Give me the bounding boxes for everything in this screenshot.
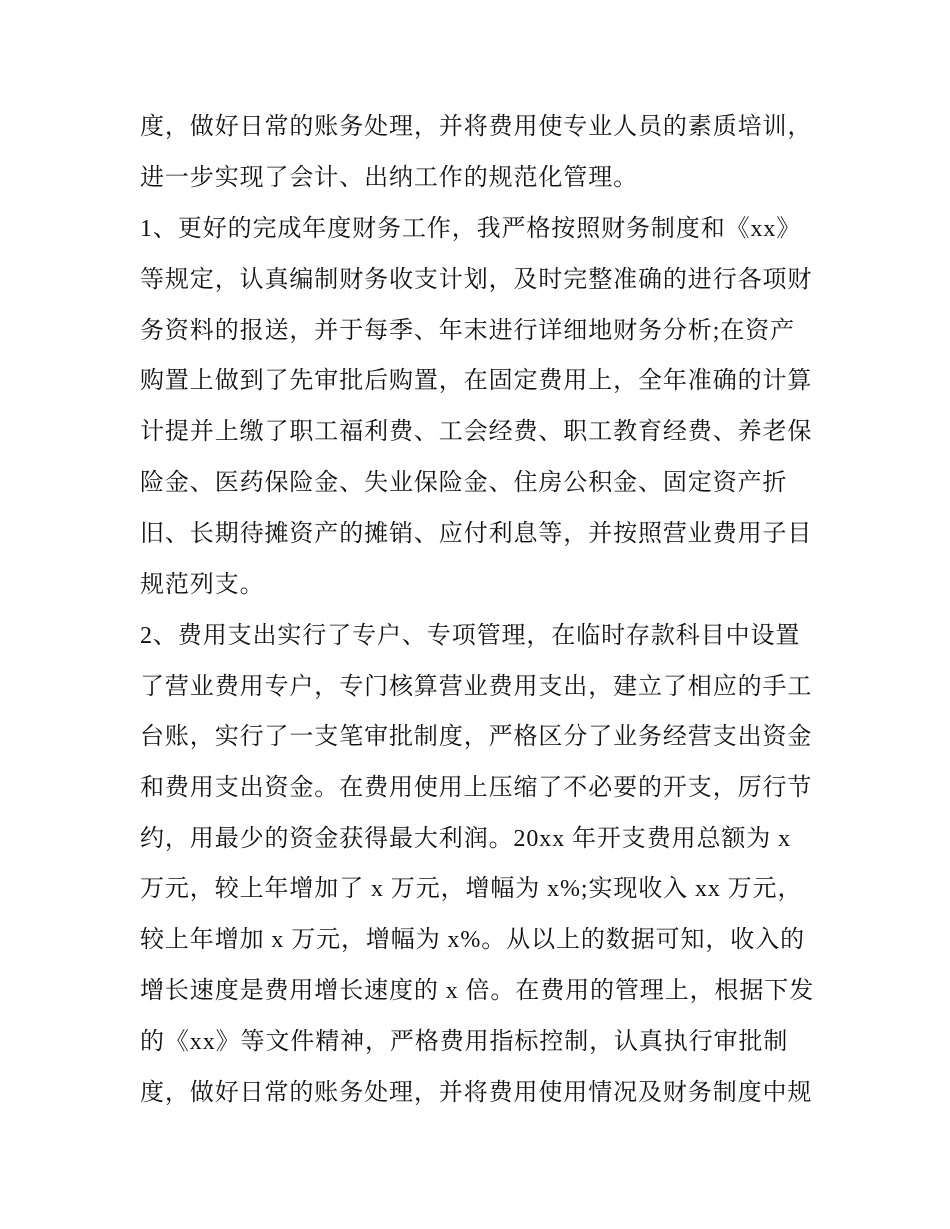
- paragraph-2-start: 2、费用支出实行了专户、专项管理，在临时存款科目中设置: [140, 623, 801, 649]
- paragraph-1-start: 1、更好的完成年度财务工作，我严格按照财务制度和《xx》: [140, 216, 802, 242]
- text-line: 旧、长期待摊资产的摊销、应付利息等，并按照营业费用子目: [140, 521, 813, 547]
- text-line: 务资料的报送，并于每季、年末进行详细地财务分析;在资产: [140, 318, 795, 344]
- text-line: 的《xx》等文件精神，严格费用指标控制，认真执行审批制: [140, 1029, 789, 1055]
- text-line: 购置上做到了先审批后购置，在固定费用上，全年准确的计算: [140, 368, 813, 394]
- text-line: 万元，较上年增加了 x 万元，增幅为 x%;实现收入 xx 万元，: [140, 876, 803, 902]
- text-line: 进一步实现了会计、出纳工作的规范化管理。: [140, 165, 638, 191]
- text-line: 增长速度是费用增长速度的 x 倍。在费用的管理上，根据下发: [140, 978, 815, 1004]
- text-line: 和费用支出资金。在费用使用上压缩了不必要的开支，厉行节: [140, 775, 813, 801]
- text-line: 度，做好日常的账务处理，并将费用使专业人员的素质培训，: [140, 114, 813, 140]
- text-line: 约，用最少的资金获得最大利润。20xx 年开支费用总额为 x: [140, 826, 791, 852]
- text-line: 规范列支。: [140, 572, 265, 598]
- text-line: 计提并上缴了职工福利费、工会经费、职工教育经费、养老保: [140, 419, 813, 445]
- text-line: 了营业费用专户，专门核算营业费用支出，建立了相应的手工: [140, 674, 813, 700]
- text-line: 等规定，认真编制财务收支计划，及时完整准确的进行各项财: [140, 267, 813, 293]
- text-line: 险金、医药保险金、失业保险金、住房公积金、固定资产折: [140, 470, 788, 496]
- text-line: 度，做好日常的账务处理，并将费用使用情况及财务制度中规: [140, 1080, 813, 1106]
- text-line: 较上年增加 x 万元，增幅为 x%。从以上的数据可知，收入的: [140, 927, 805, 953]
- text-line: 台账，实行了一支笔审批制度，严格区分了业务经营支出资金: [140, 724, 813, 750]
